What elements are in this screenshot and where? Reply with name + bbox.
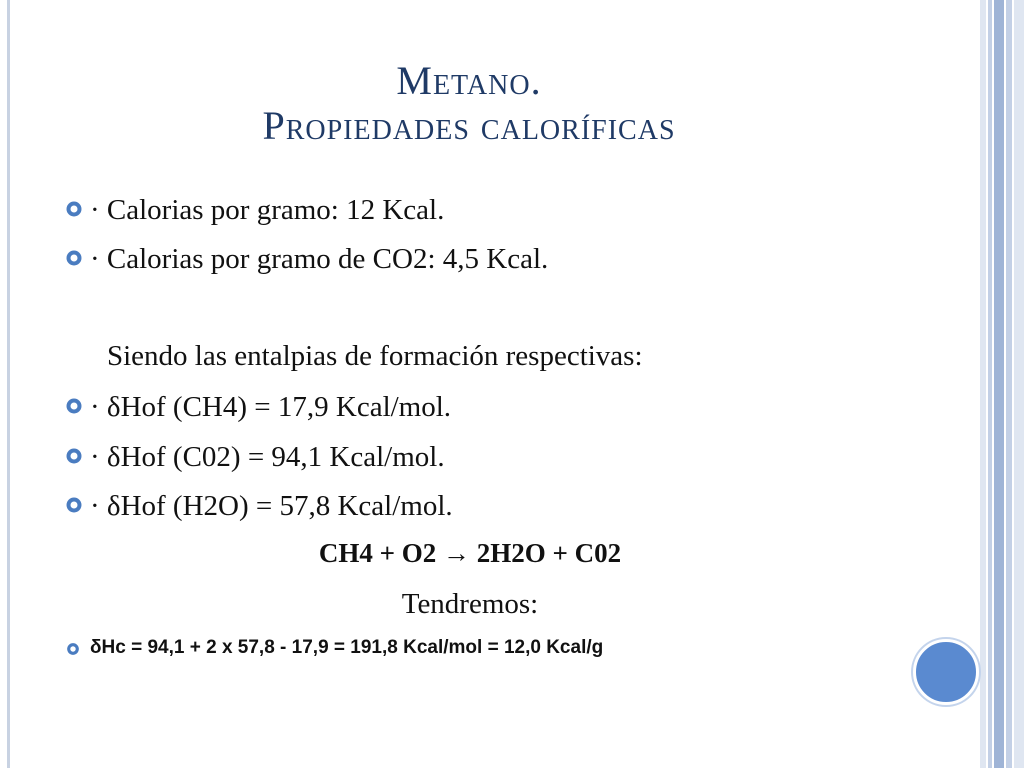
bullet-text: · Calorias por gramo: 12 Kcal. <box>90 194 445 226</box>
right-decorative-stripes <box>980 0 1024 768</box>
bullet-text: · δHof (CH4) = 17,9 Kcal/mol. <box>90 391 452 423</box>
bullet-text: · δHof (H2O) = 57,8 Kcal/mol. <box>90 490 453 522</box>
title-line-2: Propiedades caloríficas <box>262 103 676 148</box>
decorative-circle-icon <box>913 639 979 705</box>
bullet-icon <box>65 447 83 465</box>
bullet-text: · δHof (C02) = 94,1 Kcal/mol. <box>90 441 445 473</box>
title-line-1: Metano. <box>396 58 542 103</box>
slide-title <box>60 58 878 148</box>
left-border-line <box>7 0 10 768</box>
tendremos-text: Tendremos: <box>401 588 539 620</box>
bullet-icon <box>65 397 83 415</box>
bullet-text: · Calorias por gramo de CO2: 4,5 Kcal. <box>90 243 549 275</box>
bullet-icon <box>65 249 83 267</box>
result-formula: δHc = 94,1 + 2 x 57,8 - 17,9 = 191,8 Kcal/mol = 12,0 Kcal/g <box>90 637 604 658</box>
bullet-icon <box>66 642 80 656</box>
chemical-equation: CH4 + O2 → 2H2O + C02 <box>318 538 622 568</box>
bullet-icon <box>65 200 83 218</box>
bullet-icon <box>65 496 83 514</box>
intro-text: Siendo las entalpias de formación respectivas: <box>107 340 643 372</box>
